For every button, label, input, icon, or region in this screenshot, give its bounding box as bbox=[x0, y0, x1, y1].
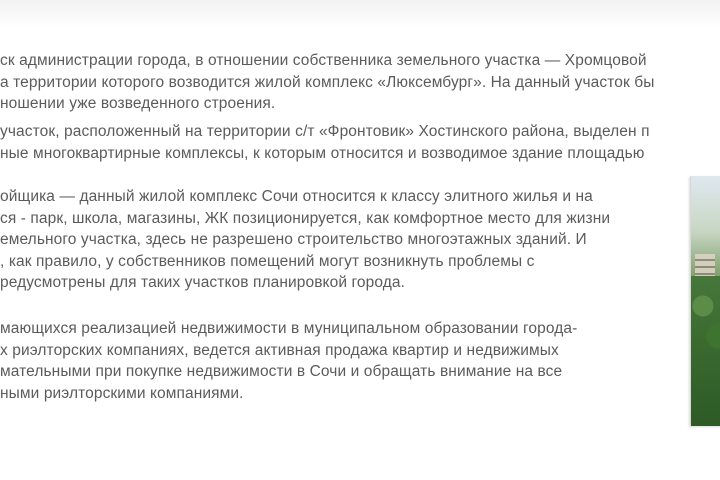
paragraph-line: ношении уже возведенного строения. bbox=[0, 95, 276, 112]
paragraph-line: х риэлторских компаниях, ведется активная продажа квартир и недвижимых bbox=[0, 341, 559, 359]
paragraph-line: мательными при покупке недвижимости в Сочи и обращать внимание на все bbox=[0, 363, 563, 380]
paragraph-line: ойщика — данный жилой комплекс Сочи относится к классу элитного жилья и на bbox=[0, 188, 593, 205]
paragraph-line: ными риэлторскими компаниями. bbox=[0, 384, 244, 402]
paragraph-line: емельного участка, здесь не разрешено строительство многоэтажных зданий. И bbox=[0, 231, 587, 248]
residential-complex-photo bbox=[690, 176, 720, 426]
photo-trees bbox=[691, 276, 720, 426]
paragraph-line: , как правило, у собственников помещений могут возникнуть проблемы с bbox=[0, 252, 535, 270]
paragraph-line: а территории которого возводится жилой комплекс «Люксембург». На данный участок бы bbox=[0, 73, 655, 91]
article-paragraph-2 bbox=[0, 121, 650, 164]
article-paragraph-1 bbox=[0, 50, 654, 115]
paragraph-line: редусмотрены для таких участков планировкой города. bbox=[0, 274, 405, 291]
paragraph-line: участок, расположенный на территории с/т «Фронтовик» Хостинского района, выделен п bbox=[0, 123, 650, 140]
paragraph-line: ск администрации города, в отношении собственника земельного участка — Хромцовой bbox=[0, 52, 647, 69]
paragraph-line: ся - парк, школа, магазины, ЖК позиционируется, как комфортное место для жизни bbox=[0, 209, 611, 227]
paragraph-line: мающихся реализацией недвижимости в муниципальном образовании города- bbox=[0, 320, 578, 337]
article-paragraph-4 bbox=[0, 318, 577, 404]
paragraph-line: ные многоквартирные комплексы, к которым относится и возводимое здание площадью bbox=[0, 144, 645, 162]
header-fade bbox=[0, 0, 720, 28]
article-paragraph-3 bbox=[0, 186, 610, 294]
